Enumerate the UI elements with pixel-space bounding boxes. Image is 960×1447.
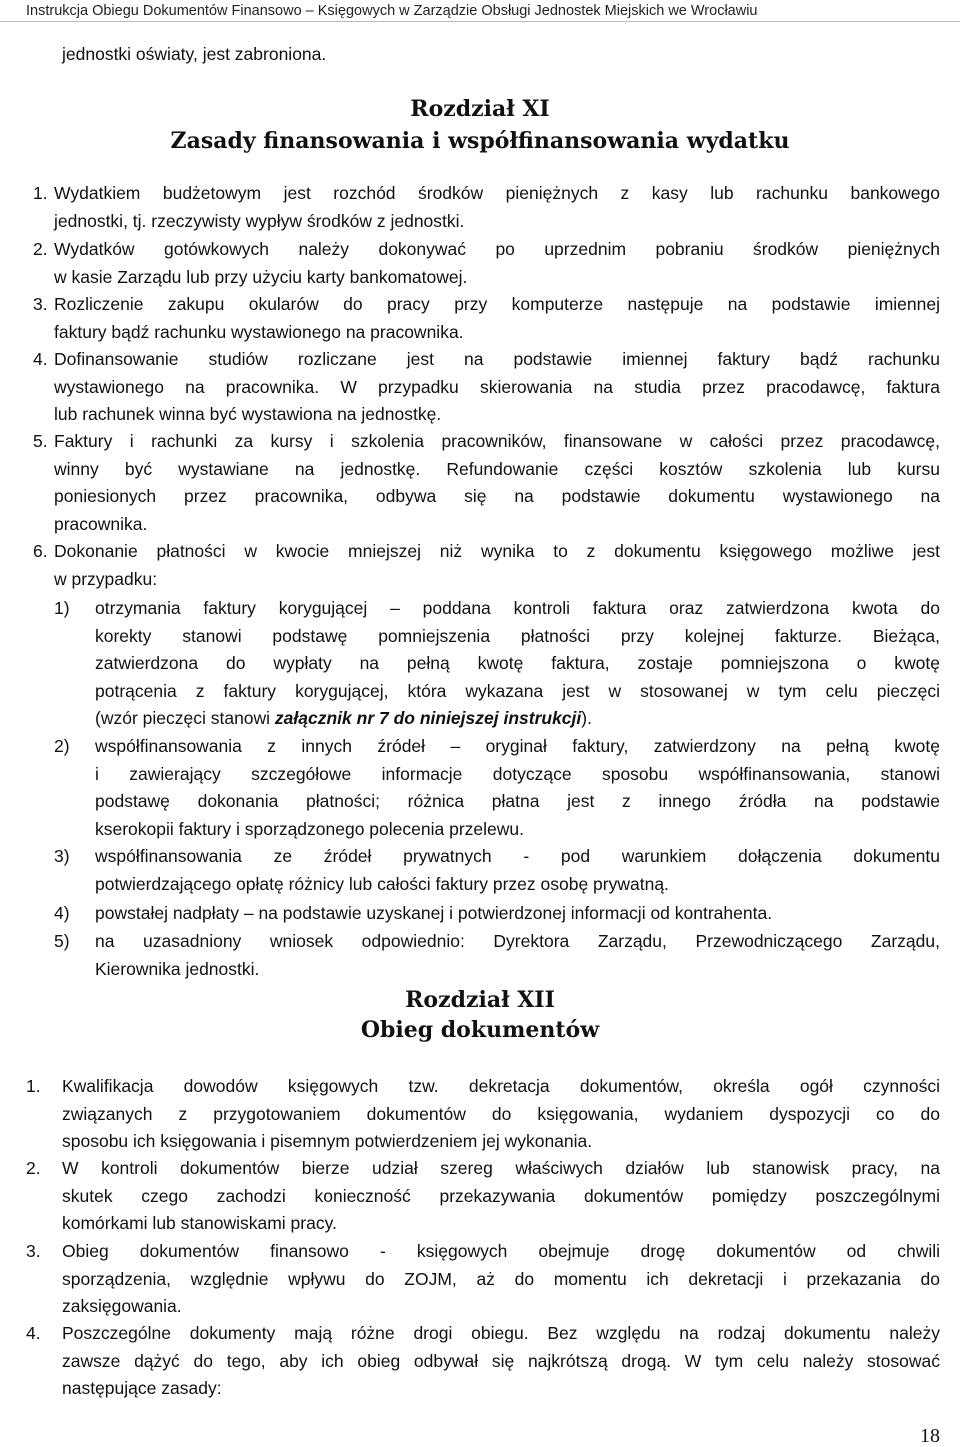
- point-text-line: lub rachunek winna być wystawiona na jednostkę.: [54, 404, 442, 424]
- subpoint-text-line: współfinansowania z innych źródeł – oryginał faktury, zatwierdzony na pełną kwotę: [95, 736, 940, 756]
- subpoint-text-line: współfinansowania ze źródeł prywatnych - pod warunkiem dołączenia dokumentu: [95, 846, 940, 866]
- subpoint-text-line: potrącenia z faktury korygującej, która wykazana jest w stosowanej w tym celu pieczęci: [95, 680, 940, 701]
- point-number: 1.: [26, 1076, 41, 1096]
- subpoint-text-line: kserokopii faktury i sporządzonego polecenia przelewu.: [95, 818, 524, 839]
- point-number: 6.: [33, 541, 48, 561]
- subpoint-text-line: Kierownika jednostki.: [95, 958, 260, 979]
- point-text-line: Wydatków gotówkowych należy dokonywać po uprzednim pobraniu środków pieniężnych: [54, 239, 940, 259]
- point-number: 2.: [26, 1158, 41, 1178]
- subpoint-text-line: zatwierdzona do wypłaty na pełną kwotę faktura, zostaje pomniejszona o kwotę: [95, 653, 940, 673]
- page-number: 18: [920, 1425, 940, 1447]
- subpoint-text-line: potwierdzającego opłatę różnicy lub całości faktury przez osobę prywatną.: [95, 873, 669, 894]
- point-text-line: poniesionych przez pracownika, odbywa się na podstawie dokumentu wystawionego na: [54, 486, 940, 506]
- subpoint-text-line: otrzymania faktury korygującej – poddana kontroli faktura oraz zatwierdzona kwota do: [95, 598, 940, 618]
- attachment-ref: załącznik nr 7 do niniejszej instrukcji: [274, 708, 582, 728]
- subpoint-text-line: i zawierający szczegółowe informacje dotyczące sposobu współfinansowania, stanowi: [95, 763, 940, 784]
- subpoint-text-line: [95, 707, 592, 729]
- point-text-line: Kwalifikacja dowodów księgowych tzw. dekretacja dokumentów, określa ogół czynności: [62, 1076, 940, 1096]
- point-text-line: zaksięgowania.: [62, 1296, 182, 1316]
- subpoint-number: 3): [54, 846, 70, 866]
- point-text-line: komórkami lub stanowiskami pracy.: [62, 1213, 337, 1233]
- subpoint-number: 1): [54, 598, 70, 618]
- chapter-11-subtitle: Zasady finansowania i współfinansowania wydatku: [170, 128, 790, 154]
- subpoint-number: 5): [54, 931, 70, 951]
- subpoint-text-line: korekty stanowi podstawę pomniejszenia płatności przy kolejnej fakturze. Bieżąca,: [95, 625, 940, 646]
- point-number: 4.: [26, 1323, 41, 1343]
- point-text-line: Wydatkiem budżetowym jest rozchód środków pieniężnych z kasy lub rachunku bankowego: [54, 183, 940, 203]
- point-text-line: Dofinansowanie studiów rozliczane jest na podstawie imiennej faktury bądź rachunku: [54, 349, 940, 369]
- subpoint-text-line: powstałej nadpłaty – na podstawie uzyskanej i potwierdzonej informacji od kontrahenta.: [95, 903, 773, 923]
- point-number: 1.: [33, 183, 48, 203]
- subpoint-number: 2): [54, 736, 70, 756]
- point-text-line: Rozliczenie zakupu okularów do pracy przy komputerze następuje na podstawie imiennej: [54, 294, 940, 314]
- point-text-line: zawsze dążyć do tego, aby ich obieg odbywał się najkrótszą drogą. W tym celu należy stosować: [62, 1350, 940, 1371]
- point-text-line: winny być wystawiane na jednostkę. Refundowanie części kosztów szkolenia lub kursu: [54, 458, 940, 479]
- point-text-line: w przypadku:: [54, 568, 158, 589]
- point-text-line: sporządzenia, względnie wpływu do ZOJM, aż do momentu ich dekretacji i przekazania do: [62, 1268, 940, 1289]
- point-number: 4.: [33, 349, 48, 369]
- running-header: Instrukcja Obiegu Dokumentów Finansowo – Księgowych w Zarządzie Obsługi Jednostek Miejskich we Wrocławiu: [0, 0, 960, 22]
- point-text-line: związanych z przygotowaniem dokumentów do księgowania, wydaniem dyspozycji co do: [62, 1103, 940, 1124]
- point-text-line: pracownika.: [54, 513, 148, 534]
- subpoint-number: 4): [54, 903, 70, 923]
- point-number: 5.: [33, 431, 48, 451]
- point-text-line: sposobu ich księgowania i pisemnym potwierdzeniem jej wykonania.: [62, 1131, 593, 1151]
- point-text-line: faktury bądź rachunku wystawionego na pracownika.: [54, 321, 464, 342]
- chapter-12-title: Rozdział XII: [405, 987, 555, 1013]
- intro-line: jednostki oświaty, jest zabroniona.: [62, 44, 327, 64]
- point-text-line: Faktury i rachunki za kursy i szkolenia pracowników, finansowane w całości przez pracodawcę,: [54, 431, 940, 451]
- point-text-line: Poszczególne dokumenty mają różne drogi obiegu. Bez względu na rodzaj dokumentu należy: [62, 1323, 940, 1343]
- point-text-line: Obieg dokumentów finansowo - księgowych obejmuje drogę dokumentów od chwili: [62, 1241, 940, 1261]
- chapter-11-title: Rozdział XI: [410, 96, 550, 122]
- point-text-line: jednostki, tj. rzeczywisty wypływ środków z jednostki.: [54, 210, 465, 231]
- point-number: 3.: [33, 294, 48, 314]
- point-number: 2.: [33, 239, 48, 259]
- point-text-line: W kontroli dokumentów bierze udział szereg właściwych działów lub stanowisk pracy, na: [62, 1158, 940, 1178]
- point-number: 3.: [26, 1241, 41, 1261]
- chapter-12-subtitle: Obieg dokumentów: [360, 1017, 600, 1043]
- point-text-line: Dokonanie płatności w kwocie mniejszej niż wynika to z dokumentu księgowego możliwe jest: [54, 541, 940, 561]
- point-text-line: skutek czego zachodzi konieczność przekazywania dokumentów pomiędzy poszczególnymi: [62, 1185, 940, 1206]
- subpoint-text-line: na uzasadniony wniosek odpowiednio: Dyrektora Zarządu, Przewodniczącego Zarządu,: [95, 931, 940, 951]
- attachment-ref-prefix: (wzór pieczęci stanowi: [95, 708, 275, 728]
- point-text-line: następujące zasady:: [62, 1378, 222, 1398]
- point-text-line: w kasie Zarządu lub przy użyciu karty bankomatowej.: [54, 266, 468, 287]
- point-text-line: wystawionego na pracownika. W przypadku skierowania na studia przez pracodawcę, faktura: [54, 376, 940, 397]
- subpoint-text-line: podstawę dokonania płatności; różnica płatna jest z innego źródła na podstawie: [95, 791, 940, 811]
- attachment-ref-suffix: ).: [581, 708, 592, 728]
